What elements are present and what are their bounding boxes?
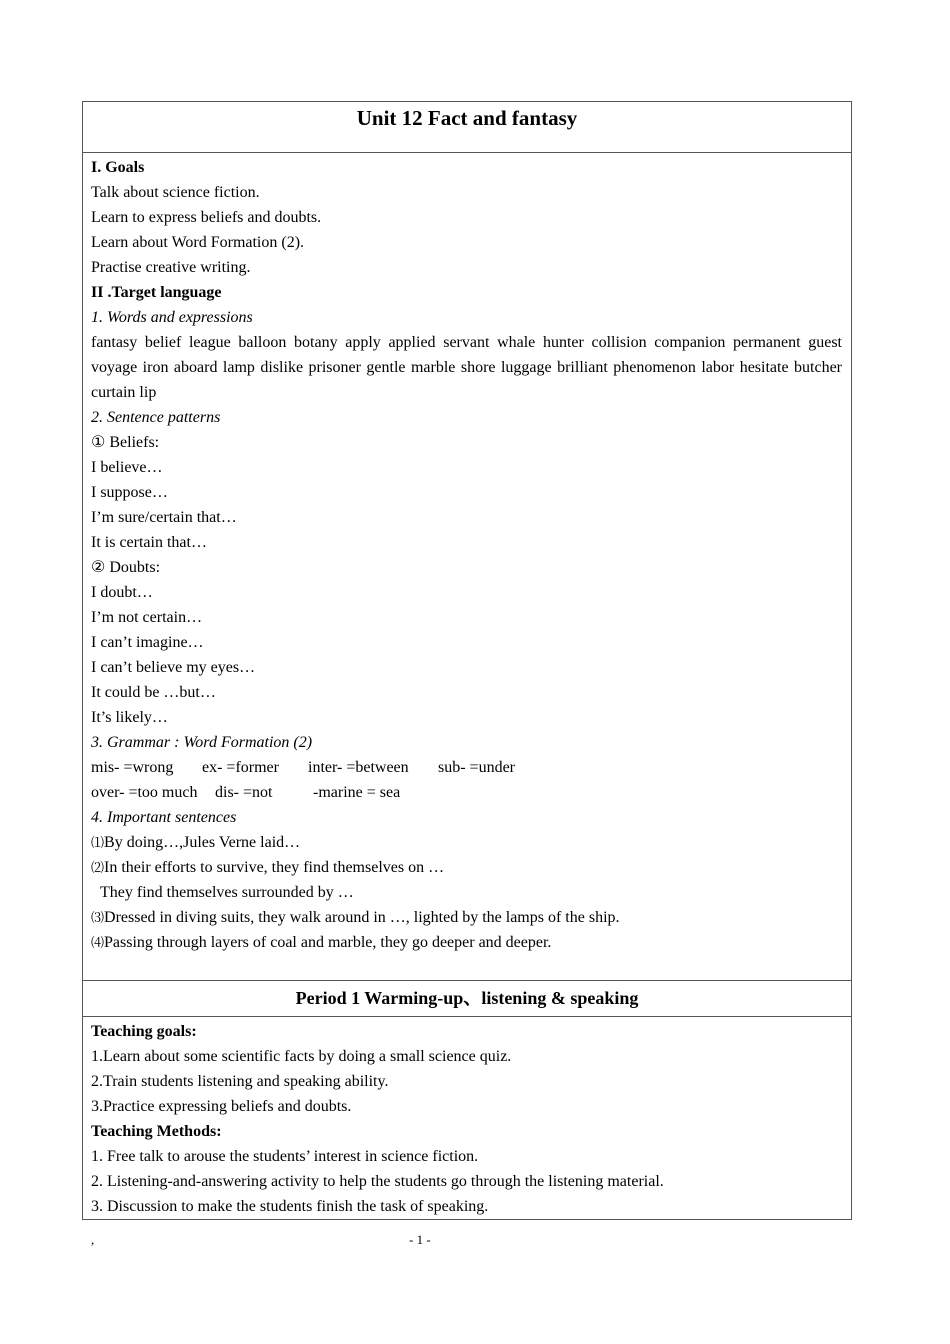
vocabulary-list: fantasy belief league balloon botany apply applied servant whale hunter collision companion permanent guest voyage iron aboard lamp dislike prisoner gentle marble shore luggage brilliant phenomenon labor hesitate butcher curtain lip <box>91 334 842 401</box>
prefix-rule: dis- =not <box>215 784 273 801</box>
page-number: - 1 - <box>409 1232 431 1247</box>
prefix-rule: ex- =former <box>202 759 279 776</box>
unit-title: Unit 12 Fact and fantasy <box>356 106 578 130</box>
goal-item: Learn to express beliefs and doubts. <box>91 209 322 226</box>
teaching-method: 3. Discussion to make the students finish the task of speaking. <box>91 1198 489 1215</box>
beliefs-label: ① Beliefs: <box>91 434 160 451</box>
doubt-phrase: It’s likely… <box>91 709 168 726</box>
teaching-methods-heading: Teaching Methods: <box>91 1123 222 1140</box>
content-cell <box>83 153 852 981</box>
sentence-number: ⑷ <box>91 935 105 950</box>
doubts-label: ② Doubts: <box>91 559 161 576</box>
target-language-heading: II .Target language <box>91 284 222 301</box>
prefix-rule: over- =too much <box>91 784 198 801</box>
goal-item: Talk about science fiction. <box>91 184 260 201</box>
goal-item: Practise creative writing. <box>91 259 251 276</box>
suffix-rule: -marine = sea <box>313 784 401 801</box>
doubt-phrase: It could be …but… <box>91 684 216 701</box>
period-content-cell <box>83 1017 852 1220</box>
period-title-cell <box>83 981 852 1017</box>
goal-item: Learn about Word Formation (2). <box>91 234 305 251</box>
doubt-phrase: I can’t imagine… <box>91 634 204 651</box>
teaching-goal: 2.Train students listening and speaking ability. <box>91 1073 389 1090</box>
doubt-phrase: I can’t believe my eyes… <box>91 659 256 676</box>
goals-heading: I. Goals <box>91 159 145 176</box>
belief-phrase: I’m sure/certain that… <box>91 509 237 526</box>
sentence-text: Passing through layers of coal and marble, they go deeper and deeper. <box>104 934 552 951</box>
belief-phrase: I suppose… <box>91 484 168 501</box>
prefix-rule: mis- =wrong <box>91 759 174 776</box>
period-title: Period 1 Warming-up、listening & speaking <box>295 988 639 1008</box>
important-sentence <box>91 830 842 855</box>
sentence-patterns-heading: 2. Sentence patterns <box>91 409 221 426</box>
doubt-phrase: I’m not certain… <box>91 609 203 626</box>
important-sentence <box>91 880 842 905</box>
sentence-text: They find themselves surrounded by … <box>100 884 354 901</box>
sentence-text: By doing…,Jules Verne laid… <box>104 834 301 851</box>
grammar-row <box>91 755 842 780</box>
words-heading: 1. Words and expressions <box>91 309 253 326</box>
belief-phrase: It is certain that… <box>91 534 207 551</box>
sentence-number: ⑴ <box>91 835 105 850</box>
sentence-number: ⑶ <box>91 910 105 925</box>
important-sentence <box>91 930 842 955</box>
grammar-row <box>91 780 842 805</box>
important-sentence <box>91 855 842 880</box>
prefix-rule: sub- =under <box>438 759 516 776</box>
lesson-table <box>82 101 852 1220</box>
teaching-goal: 1.Learn about some scientific facts by doing a small science quiz. <box>91 1048 512 1065</box>
teaching-goal: 3.Practice expressing beliefs and doubts. <box>91 1098 352 1115</box>
footer-mark: , <box>91 1232 95 1247</box>
teaching-goals-heading: Teaching goals: <box>91 1023 197 1040</box>
important-sentences-heading: 4. Important sentences <box>91 809 237 826</box>
doubt-phrase: I doubt… <box>91 584 153 601</box>
teaching-method: 2. Listening-and-answering activity to help the students go through the listening material. <box>91 1173 664 1190</box>
sentence-number: ⑵ <box>91 860 105 875</box>
title-cell <box>83 102 852 153</box>
prefix-rule: inter- =between <box>308 759 409 776</box>
belief-phrase: I believe… <box>91 459 163 476</box>
teaching-method: 1. Free talk to arouse the students’ interest in science fiction. <box>91 1148 479 1165</box>
sentence-text: In their efforts to survive, they find themselves on … <box>104 859 445 876</box>
grammar-heading: 3. Grammar : Word Formation (2) <box>91 734 313 751</box>
sentence-text: Dressed in diving suits, they walk around in …, lighted by the lamps of the ship. <box>104 909 620 926</box>
document-page <box>82 101 852 1220</box>
important-sentence <box>91 905 842 930</box>
spacer <box>91 955 842 980</box>
